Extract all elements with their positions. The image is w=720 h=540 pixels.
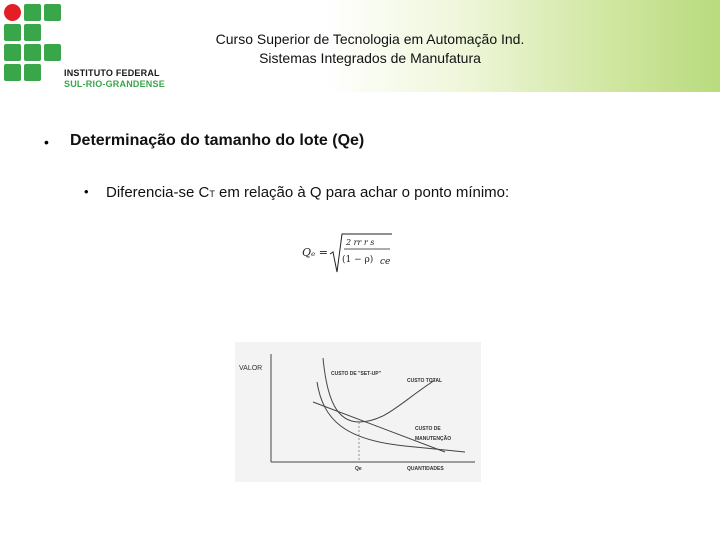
formula-lhs: Qₑ = (302, 246, 328, 259)
label-maintenance-2: MANUTENÇÃO (415, 436, 452, 442)
institute-logo (4, 4, 164, 92)
cost-curve-figure (235, 342, 481, 482)
formula-numerator: 2 rr r s (346, 238, 375, 247)
sub-text-pre: Diferencia-se C (106, 184, 210, 201)
formula-denominator-right: ce (380, 257, 391, 267)
subject-title: Sistemas Integrados de Manufatura (259, 50, 481, 66)
section-heading: Determinação do tamanho do lote (Qe) (70, 132, 365, 149)
sub-text-post: em relação à Q para achar o ponto mínimo: (214, 184, 510, 201)
logo-text-region: SUL-RIO-GRANDENSE (64, 79, 165, 89)
bullet-icon: • (84, 184, 89, 199)
figure-y-label: VALOR (239, 365, 263, 372)
label-maintenance-1: CUSTO DE (415, 426, 441, 432)
bullet-icon: • (44, 134, 49, 150)
label-setup-cost: CUSTO DE "SET-UP" (331, 371, 381, 377)
logo-text-institute: INSTITUTO FEDERAL (64, 68, 160, 78)
sub-bullet-text (106, 184, 509, 201)
figure-x-label: QUANTIDADES (407, 466, 444, 472)
formula-denominator-left: (1 − ρ) (342, 255, 374, 265)
label-total-cost: CUSTO TOTAL (407, 378, 442, 384)
course-title: Curso Superior de Tecnologia em Automação Ind. (215, 31, 525, 47)
label-optimum-q: Qe (355, 466, 362, 472)
lot-size-formula (300, 228, 400, 278)
sub-text-subscript: T (209, 189, 215, 199)
